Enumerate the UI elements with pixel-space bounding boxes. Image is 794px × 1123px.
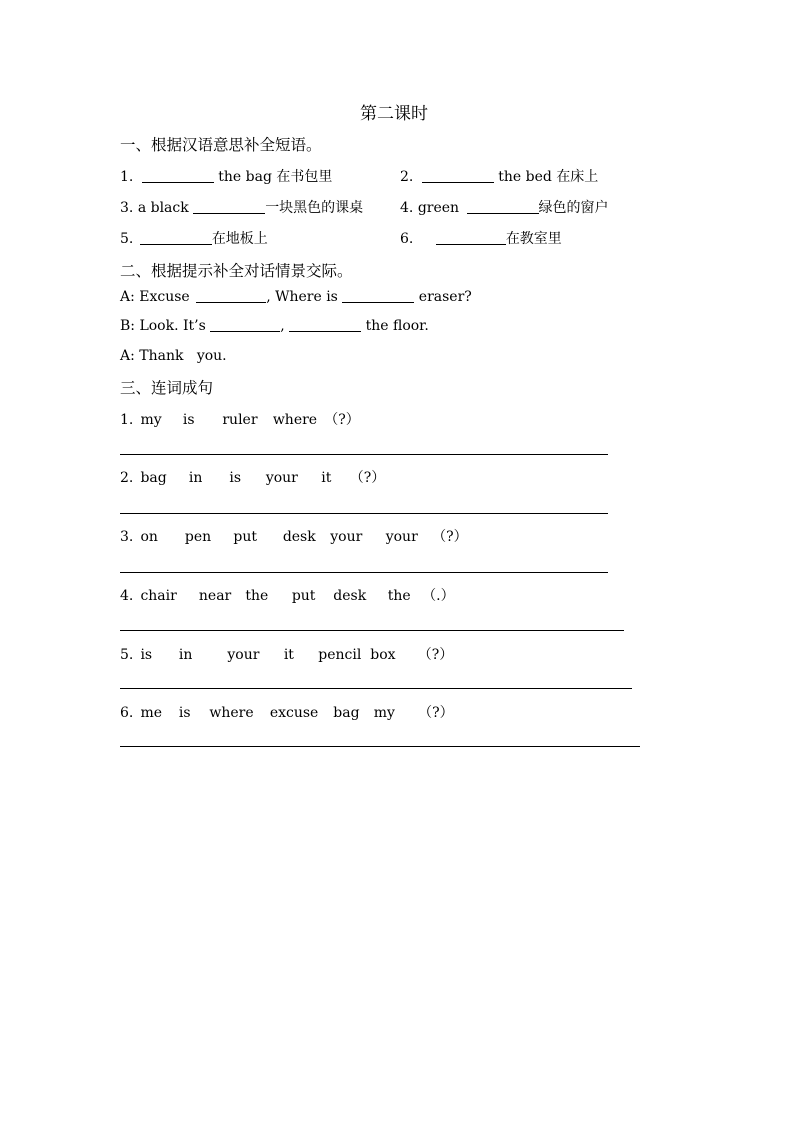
- item-chinese: 绿色的窗户: [538, 200, 609, 216]
- dialogue-text: , Where is: [266, 289, 338, 305]
- phrase-item-4: [400, 197, 609, 217]
- word: it: [321, 470, 332, 486]
- word: the: [245, 588, 269, 604]
- word: bag: [140, 470, 167, 486]
- answer-blank[interactable]: [436, 243, 506, 245]
- word: me: [140, 705, 163, 721]
- phrase-item-1: [120, 166, 332, 186]
- word-order-question-1: [120, 409, 360, 429]
- word: is: [140, 647, 153, 663]
- word-order-question-5: [120, 644, 453, 664]
- word: your: [265, 470, 298, 486]
- item-english: green: [417, 200, 460, 216]
- item-english: a black: [137, 200, 189, 216]
- answer-blank[interactable]: [210, 330, 280, 332]
- phrase-item-6: [400, 228, 562, 248]
- answer-line[interactable]: [120, 746, 640, 747]
- item-number: 5.: [120, 231, 134, 247]
- dialogue-text: A: Excuse: [120, 289, 190, 305]
- answer-line[interactable]: [120, 513, 608, 514]
- item-number: 4.: [400, 200, 414, 216]
- punctuation-hint: （?）: [349, 470, 386, 486]
- word: bag: [333, 705, 360, 721]
- item-chinese: 在地板上: [211, 231, 268, 247]
- section-1-heading: 一、根据汉语意思补全短语。: [120, 136, 322, 154]
- word: in: [188, 470, 203, 486]
- item-english: the bed: [493, 169, 557, 185]
- word: where: [209, 705, 254, 721]
- word: put: [233, 529, 257, 545]
- answer-line[interactable]: [120, 572, 608, 573]
- word: the: [387, 588, 411, 604]
- dialogue-text: the floor.: [361, 318, 429, 334]
- answer-blank[interactable]: [467, 212, 539, 214]
- word: my: [140, 412, 162, 428]
- question-number: 4.: [120, 588, 134, 604]
- answer-blank[interactable]: [196, 301, 266, 303]
- punctuation-hint: （?）: [417, 647, 454, 663]
- word: where: [272, 412, 318, 428]
- word: chair: [140, 588, 177, 604]
- word: in: [178, 647, 193, 663]
- answer-blank[interactable]: [289, 330, 361, 332]
- item-number: 1.: [120, 169, 134, 185]
- word: ruler: [222, 412, 258, 428]
- word: is: [178, 705, 191, 721]
- answer-blank[interactable]: [342, 301, 414, 303]
- item-chinese: 一块黑色的课桌: [265, 200, 364, 216]
- answer-blank[interactable]: [422, 181, 494, 183]
- section-3-heading: 三、连词成句: [120, 379, 214, 397]
- word-order-question-6: [120, 702, 454, 722]
- answer-blank[interactable]: [140, 243, 212, 245]
- punctuation-hint: （?）: [432, 529, 468, 545]
- answer-line[interactable]: [120, 630, 624, 631]
- word: is: [182, 412, 195, 428]
- phrase-item-2: [400, 166, 598, 186]
- answer-blank[interactable]: [142, 181, 214, 183]
- phrase-item-3: [120, 197, 363, 217]
- item-number: 2.: [400, 169, 414, 185]
- word: your: [385, 529, 418, 545]
- punctuation-hint: （.）: [422, 588, 455, 604]
- word: desk: [333, 588, 367, 604]
- dialogue-line-b: [120, 318, 429, 334]
- word: is: [229, 470, 242, 486]
- question-number: 2.: [120, 470, 134, 486]
- word: pen: [184, 529, 212, 545]
- answer-line[interactable]: [120, 454, 608, 455]
- item-chinese: 在书包里: [276, 169, 333, 185]
- dialogue-line-a: [120, 289, 472, 305]
- word: your: [227, 647, 260, 663]
- word: your: [330, 529, 363, 545]
- word: pencil box: [318, 647, 396, 663]
- word-order-question-2: [120, 467, 385, 487]
- dialogue-text: B: Look. It’s: [120, 318, 206, 334]
- question-number: 5.: [120, 647, 134, 663]
- question-number: 6.: [120, 705, 134, 721]
- word: put: [291, 588, 316, 604]
- word-order-question-3: [120, 526, 468, 546]
- phrase-item-5: [120, 228, 268, 248]
- punctuation-hint: （?）: [418, 705, 454, 721]
- word: on: [140, 529, 158, 545]
- answer-line[interactable]: [120, 688, 632, 689]
- page-title: 第二课时: [360, 104, 428, 124]
- word: it: [283, 647, 294, 663]
- word: excuse: [269, 705, 319, 721]
- dialogue-text: ,: [280, 318, 285, 334]
- item-chinese: 在床上: [556, 169, 599, 185]
- section-2-heading: 二、根据提示补全对话情景交际。: [120, 262, 353, 280]
- word: my: [373, 705, 395, 721]
- item-english: the bag: [213, 169, 277, 185]
- punctuation-hint: （?）: [324, 412, 360, 428]
- word: desk: [282, 529, 316, 545]
- word-order-question-4: [120, 585, 455, 605]
- dialogue-line-c: A: Thank you.: [120, 348, 227, 364]
- dialogue-text: eraser?: [414, 289, 472, 305]
- item-number: 3.: [120, 200, 134, 216]
- answer-blank[interactable]: [193, 212, 265, 214]
- item-number: 6.: [400, 231, 414, 247]
- question-number: 3.: [120, 529, 134, 545]
- item-chinese: 在教室里: [505, 231, 562, 247]
- question-number: 1.: [120, 412, 134, 428]
- word: near: [198, 588, 232, 604]
